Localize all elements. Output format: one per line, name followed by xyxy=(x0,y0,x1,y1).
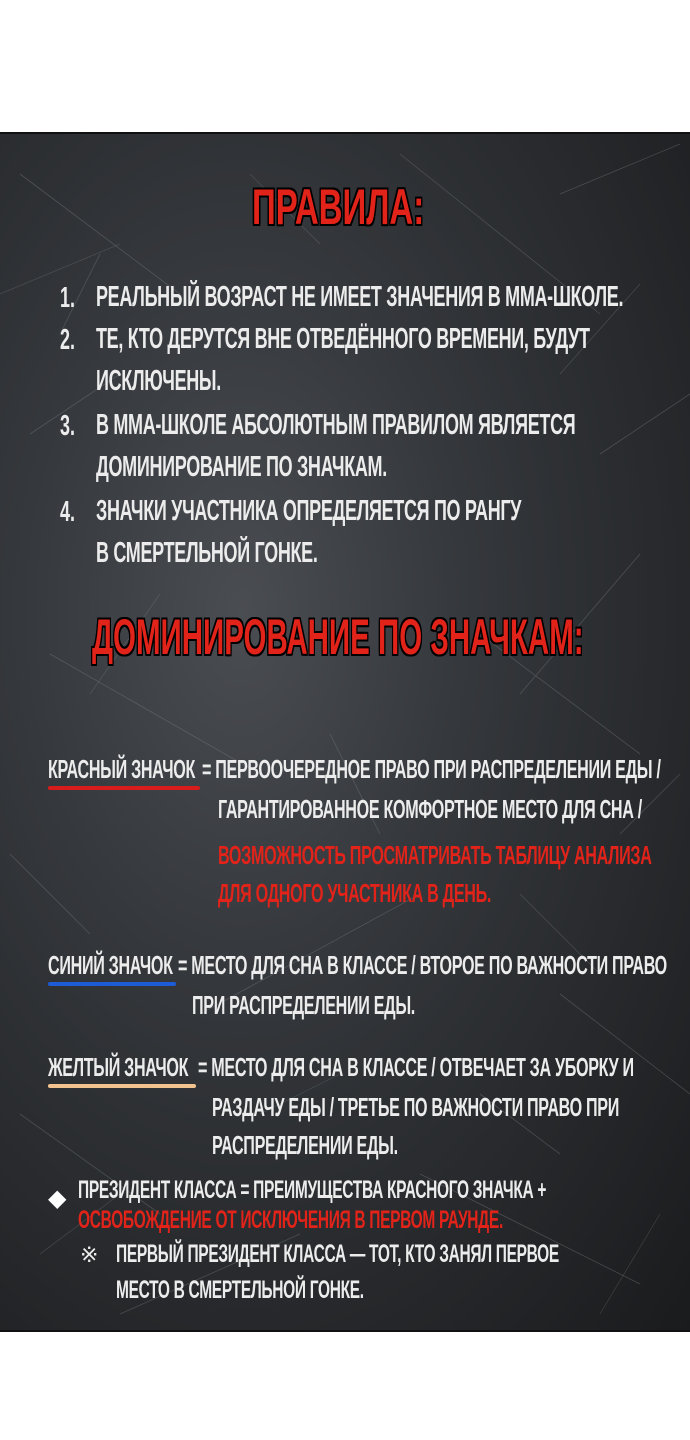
rule-number: 4. xyxy=(60,496,75,528)
rule-text: ТЕ, КТО ДЕРУТСЯ ВНЕ ОТВЕДЁННОГО ВРЕМЕНИ, БУДУТ xyxy=(96,323,590,355)
rule-text: ДОМИНИРОВАНИЕ ПО ЗНАЧКАМ. xyxy=(96,451,387,483)
rule-text: ИСКЛЮЧЕНЫ. xyxy=(96,365,221,397)
rule-number: 3. xyxy=(60,410,75,442)
red-badge-desc: = ПЕРВООЧЕРЕДНОЕ ПРАВО ПРИ РАСПРЕДЕЛЕНИИ ЕДЫ / xyxy=(202,754,661,784)
red-badge-desc: ДЛЯ ОДНОГО УЧАСТНИКА В ДЕНЬ. xyxy=(218,878,492,908)
red-badge-desc: ВОЗМОЖНОСТЬ ПРОСМАТРИВАТЬ ТАБЛИЦУ АНАЛИЗА xyxy=(218,840,652,870)
blue-badge-desc: ПРИ РАСПРЕДЕЛЕНИИ ЕДЫ. xyxy=(192,990,415,1020)
badges-title: ДОМИНИРОВАНИЕ ПО ЗНАЧКАМ: xyxy=(92,609,584,665)
blue-badge-underline xyxy=(48,982,176,986)
yellow-badge-desc: = МЕСТО ДЛЯ СНА В КЛАССЕ / ОТВЕЧАЕТ ЗА УБОРКУ И xyxy=(198,1052,634,1082)
rule-text: В ММА-ШКОЛЕ АБСОЛЮТНЫМ ПРАВИЛОМ ЯВЛЯЕТСЯ xyxy=(96,409,576,441)
rule-number: 1. xyxy=(60,282,75,314)
yellow-badge-desc: РАСПРЕДЕЛЕНИИ ЕДЫ. xyxy=(212,1130,398,1160)
president-note: МЕСТО В СМЕРТЕЛЬНОЙ ГОНКЕ. xyxy=(116,1276,364,1304)
rules-panel xyxy=(0,132,690,1332)
rule-text: ЗНАЧКИ УЧАСТНИКА ОПРЕДЕЛЯЕТСЯ ПО РАНГУ xyxy=(96,495,522,527)
rule-number: 2. xyxy=(60,324,75,356)
president-note: ПЕРВЫЙ ПРЕЗИДЕНТ КЛАССА — ТОТ, КТО ЗАНЯЛ ПЕРВОЕ xyxy=(116,1240,559,1268)
red-badge-underline xyxy=(48,786,200,790)
yellow-badge-underline xyxy=(48,1084,196,1088)
red-badge-desc: ГАРАНТИРОВАННОЕ КОМФОРТНОЕ МЕСТО ДЛЯ СНА / xyxy=(218,794,642,824)
president-text: ПРЕЗИДЕНТ КЛАССА = ПРЕИМУЩЕСТВА КРАСНОГО ЗНАЧКА + xyxy=(78,1176,547,1204)
blue-badge-label: СИНИЙ ЗНАЧОК xyxy=(48,950,173,980)
president-text: ОСВОБОЖДЕНИЕ ОТ ИСКЛЮЧЕНИЯ В ПЕРВОМ РАУНДЕ. xyxy=(78,1206,503,1234)
rules-title: ПРАВИЛА: xyxy=(252,179,425,235)
blue-badge-desc: = МЕСТО ДЛЯ СНА В КЛАССЕ / ВТОРОЕ ПО ВАЖНОСТИ ПРАВО xyxy=(178,950,667,980)
rule-text: РЕАЛЬНЫЙ ВОЗРАСТ НЕ ИМЕЕТ ЗНАЧЕНИЯ В ММА-ШКОЛЕ. xyxy=(96,281,624,313)
rule-text: В СМЕРТЕЛЬНОЙ ГОНКЕ. xyxy=(96,537,318,569)
yellow-badge-desc: РАЗДАЧУ ЕДЫ / ТРЕТЬЕ ПО ВАЖНОСТИ ПРАВО ПРИ xyxy=(212,1092,619,1122)
diamond-bullet-icon: ◆ xyxy=(48,1185,67,1212)
reference-mark-icon: ※ xyxy=(80,1242,98,1267)
yellow-badge-label: ЖЕЛТЫЙ ЗНАЧОК xyxy=(48,1052,189,1082)
red-badge-label: КРАСНЫЙ ЗНАЧОК xyxy=(48,754,196,784)
